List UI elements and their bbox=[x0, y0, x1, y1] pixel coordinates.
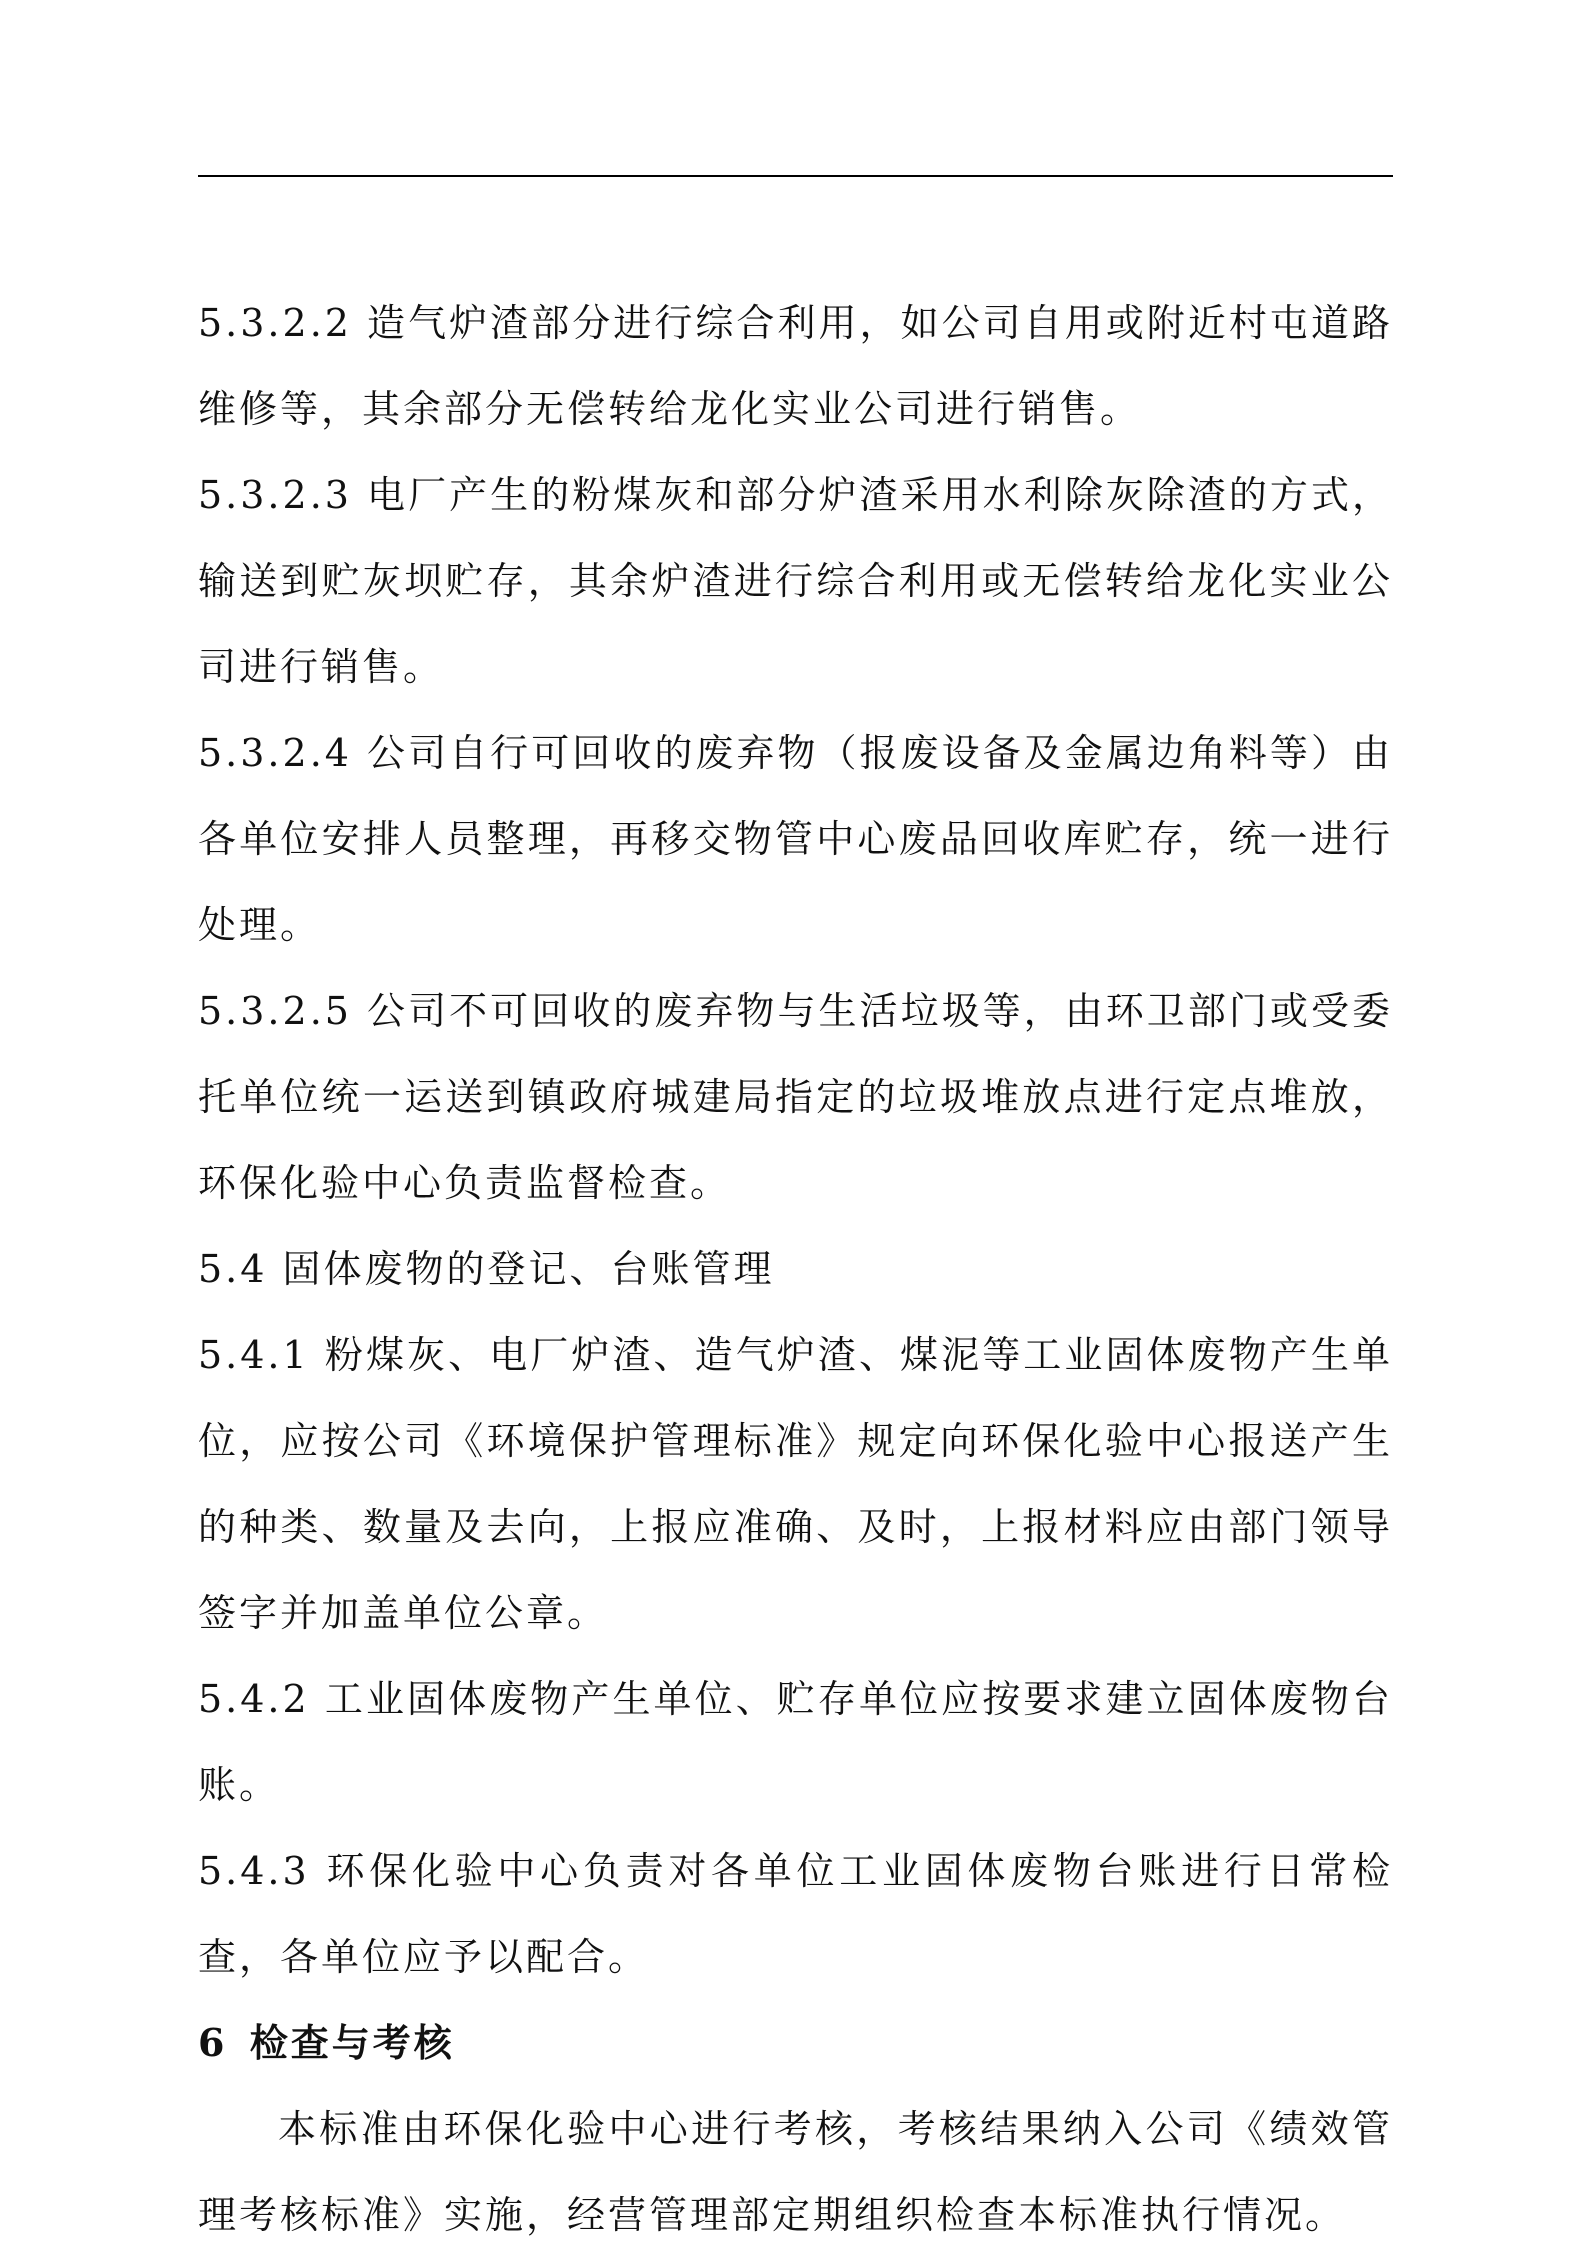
clause-5-3-2-3: 5.3.2.3 电厂产生的粉煤灰和部分炉渣采用水利除灰除渣的方式，输送到贮灰坝贮存，其余炉渣进行综合利用或无偿转给龙化实业公司进行销售。 bbox=[198, 473, 1393, 689]
document-body bbox=[198, 280, 1393, 2258]
section-heading-5-4: 5.4 固体废物的登记、台账管理 bbox=[198, 1247, 775, 1291]
clause-5-4-3: 5.4.3 环保化验中心负责对各单位工业固体废物台账进行日常检查，各单位应予以配合。 bbox=[198, 1849, 1393, 1979]
clause-5-3-2-2: 5.3.2.2 造气炉渣部分进行综合利用，如公司自用或附近村屯道路维修等，其余部分无偿转给龙化实业公司进行销售。 bbox=[198, 301, 1393, 431]
clause-5-3-2-4: 5.3.2.4 公司自行可回收的废弃物（报废设备及金属边角料等）由各单位安排人员整理，再移交物管中心废品回收库贮存，统一进行处理。 bbox=[198, 731, 1393, 947]
section-6-paragraph: 本标准由环保化验中心进行考核，考核结果纳入公司《绩效管理考核标准》实施，经营管理部定期组织检查本标准执行情况。 bbox=[198, 2107, 1393, 2237]
clause-5-4-2: 5.4.2 工业固体废物产生单位、贮存单位应按要求建立固体废物台账。 bbox=[198, 1677, 1393, 1807]
section-number: 6 bbox=[198, 2020, 228, 2065]
section-title: 检查与考核 bbox=[249, 2020, 455, 2065]
clause-5-4-1: 5.4.1 粉煤灰、电厂炉渣、造气炉渣、煤泥等工业固体废物产生单位，应按公司《环境保护管理标准》规定向环保化验中心报送产生的种类、数量及去向，上报应准确、及时，上报材料应由部门领导签字并加盖单位公章。 bbox=[198, 1333, 1393, 1635]
section-heading-6 bbox=[198, 2000, 1393, 2086]
header-rule bbox=[198, 175, 1393, 177]
clause-5-3-2-5: 5.3.2.5 公司不可回收的废弃物与生活垃圾等，由环卫部门或受委托单位统一运送到镇政府城建局指定的垃圾堆放点进行定点堆放，环保化验中心负责监督检查。 bbox=[198, 989, 1393, 1205]
